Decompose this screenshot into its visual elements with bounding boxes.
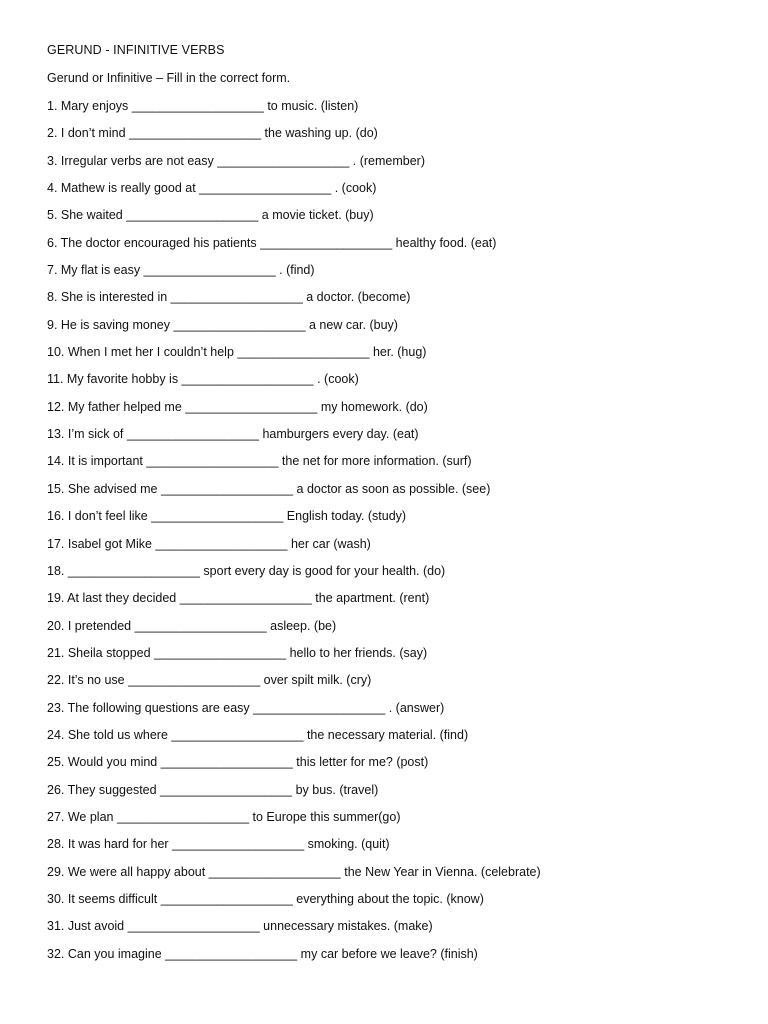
exercise-item-17: 17. Isabel got Mike ___________________ her car (wash) — [47, 536, 371, 551]
exercise-item-19: 19. At last they decided ___________________ the apartment. (rent) — [47, 591, 430, 606]
exercise-item-3: 3. Irregular verbs are not easy ___________________ . (remember) — [47, 153, 426, 168]
exercise-list — [47, 98, 541, 973]
exercise-item-25: 25. Would you mind ___________________ this letter for me? (post) — [47, 755, 429, 770]
worksheet-instructions: Gerund or Infinitive – Fill in the correct form. — [47, 71, 291, 85]
exercise-item-28: 28. It was hard for her ___________________ smoking. (quit) — [47, 837, 390, 852]
exercise-item-10: 10. When I met her I couldn’t help ___________________ her. (hug) — [47, 345, 427, 360]
exercise-item-9: 9. He is saving money ___________________ a new car. (buy) — [47, 317, 398, 332]
exercise-item-11: 11. My favorite hobby is ___________________ . (cook) — [47, 372, 359, 387]
exercise-item-23: 23. The following questions are easy ___________________ . (answer) — [47, 700, 445, 715]
exercise-item-2: 2. I don’t mind ___________________ the washing up. (do) — [47, 126, 378, 141]
exercise-item-29: 29. We were all happy about ___________________ the New Year in Vienna. (celebrate) — [47, 864, 541, 879]
exercise-item-13: 13. I’m sick of ___________________ hamburgers every day. (eat) — [47, 427, 419, 442]
exercise-item-5: 5. She waited ___________________ a movie ticket. (buy) — [47, 208, 374, 223]
exercise-item-32: 32. Can you imagine ___________________ my car before we leave? (finish) — [47, 946, 478, 961]
exercise-item-22: 22. It’s no use ___________________ over spilt milk. (cry) — [47, 673, 372, 688]
exercise-item-4: 4. Mathew is really good at ___________________ . (cook) — [47, 181, 377, 196]
exercise-item-8: 8. She is interested in ___________________ a doctor. (become) — [47, 290, 411, 305]
exercise-item-24: 24. She told us where ___________________ the necessary material. (find) — [47, 727, 469, 742]
exercise-item-6: 6. The doctor encouraged his patients ___________________ healthy food. (eat) — [47, 235, 497, 250]
exercise-item-7: 7. My flat is easy ___________________ . (find) — [47, 263, 315, 278]
exercise-item-31: 31. Just avoid ___________________ unnecessary mistakes. (make) — [47, 919, 433, 934]
exercise-item-16: 16. I don’t feel like ___________________ English today. (study) — [47, 509, 407, 524]
exercise-item-12: 12. My father helped me ___________________ my homework. (do) — [47, 399, 428, 414]
exercise-item-27: 27. We plan ___________________ to Europe this summer(go) — [47, 809, 401, 824]
exercise-item-30: 30. It seems difficult ___________________ everything about the topic. (know) — [47, 891, 484, 906]
exercise-item-15: 15. She advised me ___________________ a doctor as soon as possible. (see) — [47, 481, 491, 496]
exercise-item-18: 18. ___________________ sport every day is good for your health. (do) — [47, 563, 446, 578]
exercise-item-1: 1. Mary enjoys ___________________ to music. (listen) — [47, 99, 359, 113]
exercise-item-21: 21. Sheila stopped ___________________ hello to her friends. (say) — [47, 645, 428, 660]
worksheet-title: GERUND - INFINITIVE VERBS — [47, 43, 225, 57]
exercise-item-20: 20. I pretended ___________________ asleep. (be) — [47, 618, 337, 633]
exercise-item-14: 14. It is important ___________________ the net for more information. (surf) — [47, 454, 472, 469]
exercise-item-26: 26. They suggested ___________________ by bus. (travel) — [47, 782, 379, 797]
